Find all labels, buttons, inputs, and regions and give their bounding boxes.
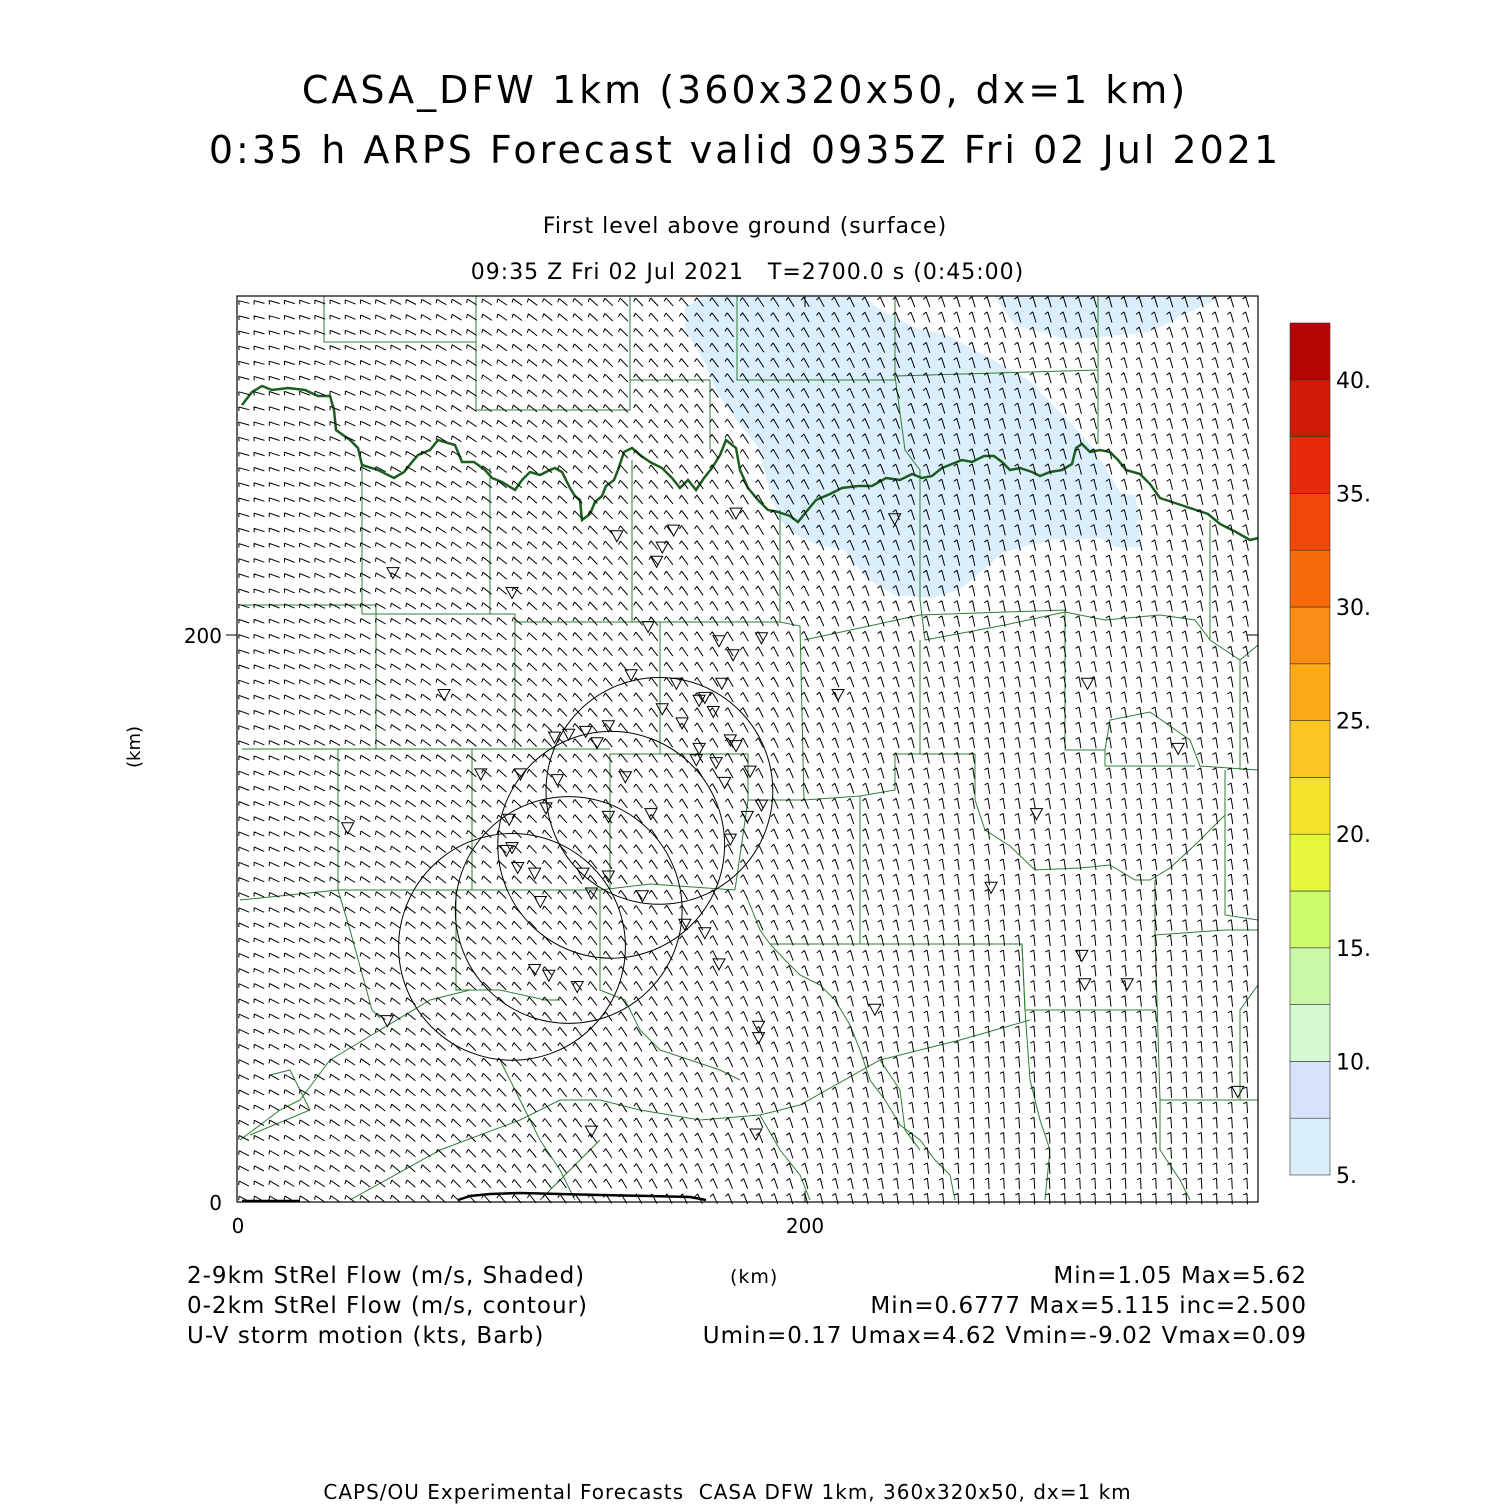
legend-shaded-range: Min=1.05 Max=5.62 (1053, 1263, 1307, 1289)
colorbar-swatch (1290, 323, 1330, 380)
x-tick-label-200: 200 (785, 1214, 825, 1238)
colorbar-swatch (1290, 948, 1330, 1005)
colorbar-swatch (1290, 834, 1330, 891)
colorbar-swatch (1290, 664, 1330, 721)
colorbar-label: 5. (1336, 1164, 1357, 1189)
colorbar-swatch (1290, 1061, 1330, 1118)
colorbar-label: 10. (1336, 1050, 1371, 1076)
y-tick-label-0: 0 (209, 1191, 222, 1215)
colorbar-swatch (1290, 721, 1330, 778)
colorbar-swatch (1290, 607, 1330, 664)
legend-shaded-label: 2-9km StRel Flow (m/s, Shaded) (187, 1263, 586, 1289)
legend-contour-label: 0-2km StRel Flow (m/s, contour) (187, 1293, 588, 1319)
colorbar-label: 15. (1336, 936, 1371, 962)
legend-barb-range: Umin=0.17 Umax=4.62 Vmin=-9.02 Vmax=0.09 (702, 1323, 1307, 1349)
legend-contour-range: Min=0.6777 Max=5.115 inc=2.500 (870, 1293, 1307, 1319)
page-title: CASA_DFW 1km (360x320x50, dx=1 km) (301, 68, 1189, 112)
time-stamp-line: 09:35 Z Fri 02 Jul 2021 T=2700.0 s (0:45:00) (470, 260, 1025, 285)
colorbar-label: 30. (1336, 596, 1371, 621)
y-tick-label-200: 200 (183, 624, 222, 648)
colorbar-swatch (1290, 493, 1330, 550)
colorbar-swatch (1290, 437, 1330, 494)
legend-barb-label: U-V storm motion (kts, Barb) (187, 1323, 545, 1349)
colorbar-swatch (1290, 891, 1330, 948)
colorbar-label: 25. (1336, 709, 1371, 735)
colorbar-label: 40. (1336, 368, 1371, 394)
colorbar-swatch (1290, 550, 1330, 607)
y-axis-label: (km) (124, 725, 145, 769)
colorbar-swatch (1290, 1118, 1330, 1175)
colorbar-swatch (1290, 777, 1330, 834)
x-axis-label: (km) (730, 1266, 779, 1288)
x-tick-label-0: 0 (231, 1214, 245, 1238)
footer-credit: CAPS/OU Experimental Forecasts CASA DFW 1km, 360x320x50, dx=1 km (323, 1480, 1132, 1504)
level-subtitle: First level above ground (surface) (542, 214, 948, 239)
colorbar-label: 35. (1336, 482, 1371, 508)
colorbar-label: 20. (1336, 823, 1371, 849)
colorbar-swatch (1290, 380, 1330, 437)
forecast-valid-title: 0:35 h ARPS Forecast valid 0935Z Fri 02 Jul 2021 (208, 128, 1282, 172)
colorbar (1290, 323, 1371, 1189)
colorbar-swatch (1290, 1005, 1330, 1062)
map-plot-area (226, 295, 1258, 1205)
